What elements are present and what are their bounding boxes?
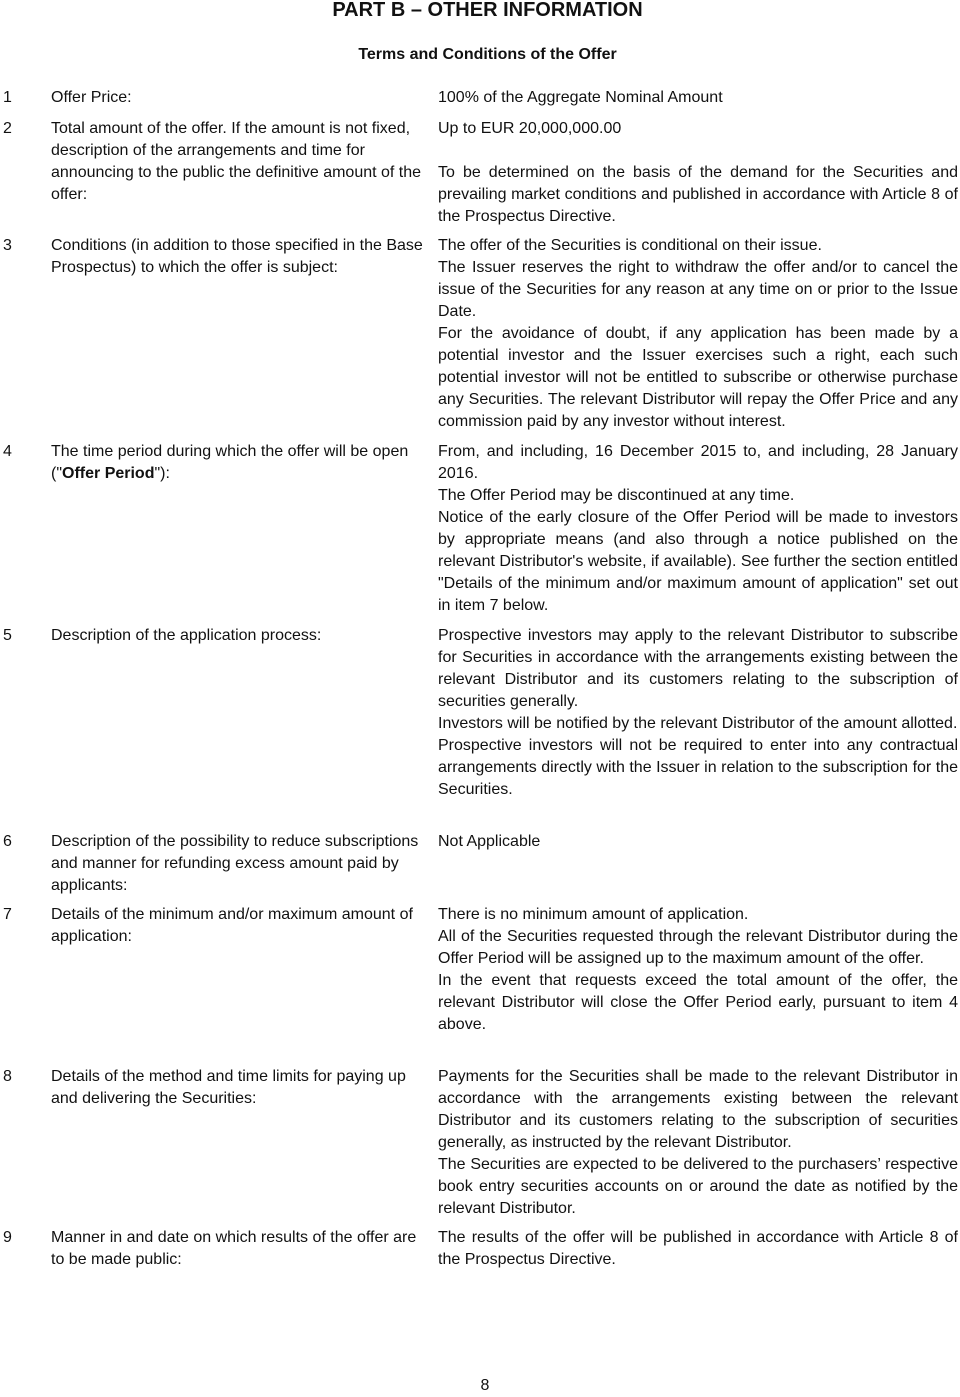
item-number: 5	[3, 627, 12, 644]
value-paragraph: 100% of the Aggregate Nominal Amount	[438, 89, 723, 106]
item-label: Description of the application process:	[51, 627, 322, 644]
item-number: 3	[3, 237, 12, 254]
item-value	[438, 625, 958, 801]
value-paragraph: In the event that requests exceed the total amount of the offer, the relevant Distributor will close the Offer Period early, pursuant to item 4 above.	[438, 972, 958, 1033]
value-paragraph: Prospective investors will not be required to enter into any contractual arrangements directly with the Issuer in relation to the subscription for the Securities.	[438, 737, 958, 798]
item-value	[438, 1227, 958, 1271]
item-value	[438, 235, 958, 433]
value-paragraph: For the avoidance of doubt, if any application has been made by a potential investor and the Issuer exercises such a right, each such potential investor will not be entitled to subscribe or otherwise purchase any Securities. The relevant Distributor will repay the Offer Price and any commission paid by any investor without interest.	[438, 325, 958, 430]
item-number: 9	[3, 1229, 12, 1246]
part-title: PART B – OTHER INFORMATION	[332, 0, 643, 21]
item-value	[438, 904, 958, 1036]
item-value	[438, 118, 958, 228]
value-paragraph: Not Applicable	[438, 833, 541, 850]
value-paragraph: Investors will be notified by the relevant Distributor of the amount allotted.	[438, 715, 958, 732]
value-paragraph: Notice of the early closure of the Offer Period will be made to investors by appropriate means (and also through a notice published on the relevant Distributor's website, if available). See further the section entitled "Details of the minimum and/or maximum amount of application" set out in item 7 below.	[438, 509, 958, 614]
value-paragraph: The Securities are expected to be delivered to the purchasers’ respective book entry securities accounts on or around the date as notified by the relevant Distributor.	[438, 1156, 958, 1217]
item-number: 7	[3, 906, 12, 923]
value-paragraph: The Issuer reserves the right to withdraw the offer and/or to cancel the issue of the Securities for any reason at any time on or prior to the Issue Date.	[438, 259, 958, 320]
item-label	[51, 441, 423, 485]
item-label: Details of the minimum and/or maximum amount of application:	[51, 906, 413, 945]
offer-period-term: Offer Period	[62, 465, 155, 482]
item-number: 4	[3, 443, 12, 460]
label-text: "):	[154, 465, 170, 482]
item-number: 1	[3, 89, 12, 106]
item-label: Details of the method and time limits for paying up and delivering the Securities:	[51, 1068, 406, 1107]
value-paragraph: To be determined on the basis of the demand for the Securities and prevailing market conditions and published in accordance with Article 8 of the Prospectus Directive.	[438, 164, 958, 225]
item-label: Total amount of the offer. If the amount is not fixed, description of the arrangements and time for announcing to the public the definitive amount of the offer:	[51, 120, 422, 203]
value-paragraph: From, and including, 16 December 2015 to, and including, 28 January 2016.	[438, 443, 958, 482]
page-number: 8	[480, 1377, 490, 1394]
value-paragraph: The results of the offer will be published in accordance with Article 8 of the Prospectus Directive.	[438, 1229, 958, 1268]
item-label: Conditions (in addition to those specified in the Base Prospectus) to which the offer is subject:	[51, 237, 423, 276]
item-value	[438, 87, 958, 109]
label-text: The time period during which the offer will be open ("	[51, 443, 409, 482]
value-paragraph: The offer of the Securities is conditional on their issue.	[438, 237, 822, 254]
item-value	[438, 1066, 958, 1220]
value-paragraph: The Offer Period may be discontinued at any time.	[438, 487, 795, 504]
item-number: 2	[3, 120, 12, 137]
value-paragraph: There is no minimum amount of application.	[438, 906, 749, 923]
item-number: 8	[3, 1068, 12, 1085]
value-paragraph: Prospective investors may apply to the relevant Distributor to subscribe for Securities in accordance with the arrangements existing between the relevant Distributor and its customers relating to the subscription of securities generally.	[438, 627, 958, 710]
item-value	[438, 831, 958, 853]
item-number: 6	[3, 833, 12, 850]
section-title: Terms and Conditions of the Offer	[358, 46, 617, 63]
value-paragraph: Up to EUR 20,000,000.00	[438, 120, 622, 137]
value-paragraph: All of the Securities requested through the relevant Distributor during the Offer Period will be assigned up to the maximum amount of the offer.	[438, 928, 958, 967]
value-paragraph: Payments for the Securities shall be made to the relevant Distributor in accordance with the arrangements existing between the relevant Distributor and its customers relating to the subscription of securities generally, as instructed by the relevant Distributor.	[438, 1068, 958, 1151]
item-label: Offer Price:	[51, 89, 132, 106]
item-label: Manner in and date on which results of the offer are to be made public:	[51, 1229, 417, 1268]
item-label: Description of the possibility to reduce subscriptions and manner for refunding excess amount paid by applicants:	[51, 833, 419, 894]
item-value	[438, 441, 958, 617]
